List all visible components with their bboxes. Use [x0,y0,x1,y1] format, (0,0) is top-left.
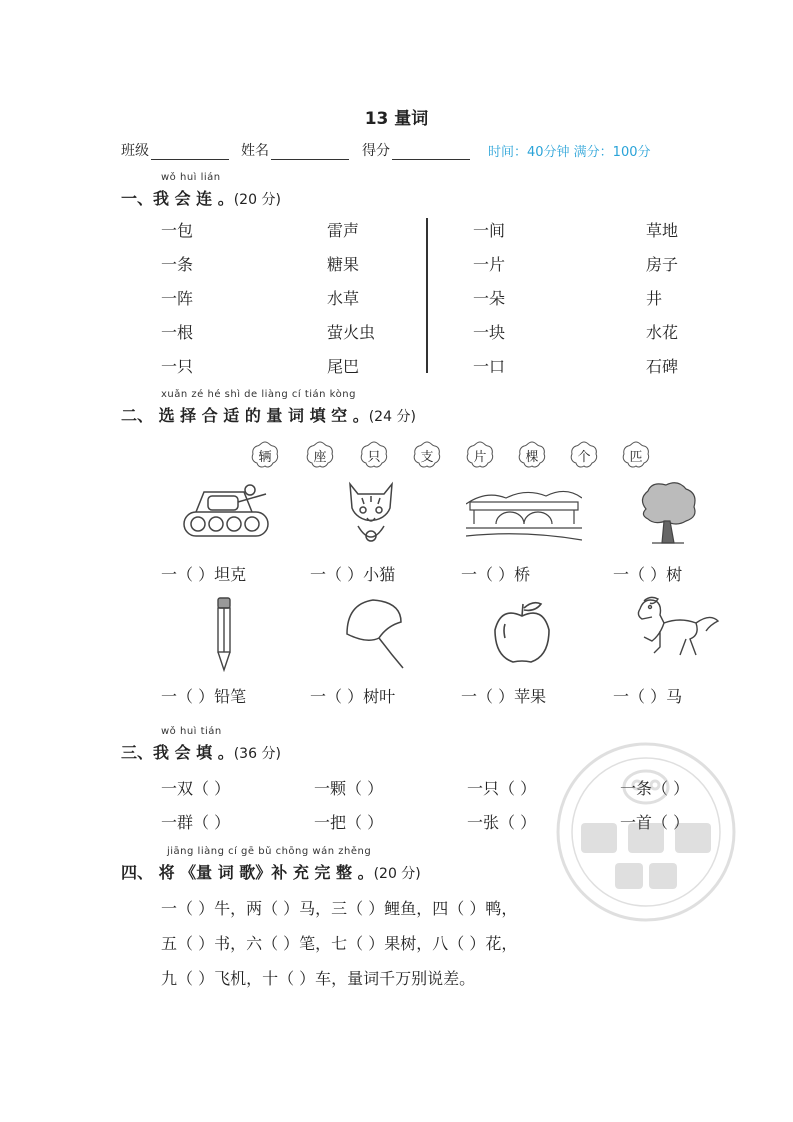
leaf-image [343,598,405,670]
section3-pinyin: wǒ huì tián [161,726,222,737]
word-bank-badge: 个 [569,440,599,470]
name-field[interactable] [241,140,349,160]
section4-pinyin: jiāng liàng cí gē bǔ chōng wán zhěng [167,846,372,857]
section1-points: (20 分) [233,192,281,208]
s1-left-noun[interactable]: 糖果 [327,255,360,274]
section3-heading [121,740,281,763]
word-bank-badge: 辆 [250,440,280,470]
time-score-info: 时间：40分钟 满分：100分 [488,145,651,160]
s1-right-measure[interactable]: 一朵 [473,289,506,308]
s3-fill[interactable]: 一颗（ ） [314,779,384,798]
s3-fill[interactable]: 一群（ ） [161,813,231,832]
s3-fill[interactable]: 一条（ ） [620,779,690,798]
s3-fill[interactable]: 一只（ ） [467,779,537,798]
watermark-seal [551,737,741,927]
class-blank[interactable] [151,145,229,160]
column-divider [426,218,428,373]
word-bank-badge: 匹 [621,440,651,470]
section1-heading [121,186,281,209]
word-bank-badge: 棵 [517,440,547,470]
section2-pinyin: xuǎn zé hé shì de liàng cí tián kòng [161,389,356,400]
s2-fill-pencil[interactable]: 一（ ）铅笔 [161,687,247,706]
section2-title: 二、 选 择 合 适 的 量 词 填 空 。 [121,406,369,425]
s1-left-measure[interactable]: 一只 [161,357,194,376]
s2-fill-horse[interactable]: 一（ ）马 [613,687,683,706]
score-blank[interactable] [392,145,470,160]
s4-line[interactable]: 一（ ）牛，两（ ）马，三（ ）鲤鱼，四（ ）鸭， [161,899,518,918]
section4-title: 四、 将 《量 词 歌》补 充 完 整 。 [121,863,374,882]
s3-fill[interactable]: 一首（ ） [620,813,690,832]
word-bank-badge: 片 [465,440,495,470]
name-blank[interactable] [271,145,349,160]
section2-heading [121,403,416,426]
section1-title: 一、我 会 连 。 [121,189,234,208]
s2-fill-leaf[interactable]: 一（ ）树叶 [310,687,396,706]
s4-line[interactable]: 五（ ）书，六（ ）笔，七（ ）果树，八（ ）花， [161,934,518,953]
s1-right-noun[interactable]: 草地 [646,221,679,240]
s2-fill-bridge[interactable]: 一（ ）桥 [461,565,531,584]
s4-line[interactable]: 九（ ）飞机，十（ ）车，量词千万别说差。 [161,969,476,988]
word-bank-badge: 座 [305,440,335,470]
section3-title: 三、我 会 填 。 [121,743,234,762]
word-bank-badge: 支 [412,440,442,470]
cat-image [344,478,398,548]
s2-fill-tank[interactable]: 一（ ）坦克 [161,565,247,584]
s2-fill-apple[interactable]: 一（ ）苹果 [461,687,547,706]
s1-right-noun[interactable]: 水花 [646,323,679,342]
s1-right-measure[interactable]: 一间 [473,221,506,240]
s3-fill[interactable]: 一双（ ） [161,779,231,798]
s1-left-measure[interactable]: 一包 [161,221,194,240]
class-field[interactable] [121,140,229,160]
s1-right-measure[interactable]: 一片 [473,255,506,274]
section4-heading [121,860,421,883]
pencil-image [213,596,235,672]
s1-right-noun[interactable]: 井 [646,289,663,308]
s1-left-measure[interactable]: 一阵 [161,289,194,308]
word-bank-badge: 只 [359,440,389,470]
s1-right-noun[interactable]: 石碑 [646,357,679,376]
s2-fill-tree[interactable]: 一（ ）树 [613,565,683,584]
s1-left-noun[interactable]: 尾巴 [327,357,360,376]
apple-image [491,600,553,664]
horse-image [630,595,720,659]
s3-fill[interactable]: 一把（ ） [314,813,384,832]
bridge-image [466,484,582,544]
name-label: 姓名 [241,143,269,159]
s1-left-measure[interactable]: 一条 [161,255,194,274]
page-title: 13 量词 [364,109,429,129]
s1-left-measure[interactable]: 一根 [161,323,194,342]
tree-image [636,481,700,547]
section1-pinyin: wǒ huì lián [161,172,221,183]
s1-right-measure[interactable]: 一口 [473,357,506,376]
s3-fill[interactable]: 一张（ ） [467,813,537,832]
section3-points: (36 分) [233,746,281,762]
s1-left-noun[interactable]: 水草 [327,289,360,308]
score-field[interactable] [362,140,470,160]
s1-left-noun[interactable]: 雷声 [327,221,360,240]
score-label: 得分 [362,143,390,159]
section4-points: (20 分) [373,866,421,882]
section2-points: (24 分) [368,409,416,425]
s2-fill-cat[interactable]: 一（ ）小猫 [310,565,396,584]
tank-image [178,482,274,544]
s1-right-noun[interactable]: 房子 [646,255,679,274]
class-label: 班级 [121,143,149,159]
s1-left-noun[interactable]: 萤火虫 [327,323,376,342]
s1-right-measure[interactable]: 一块 [473,323,506,342]
